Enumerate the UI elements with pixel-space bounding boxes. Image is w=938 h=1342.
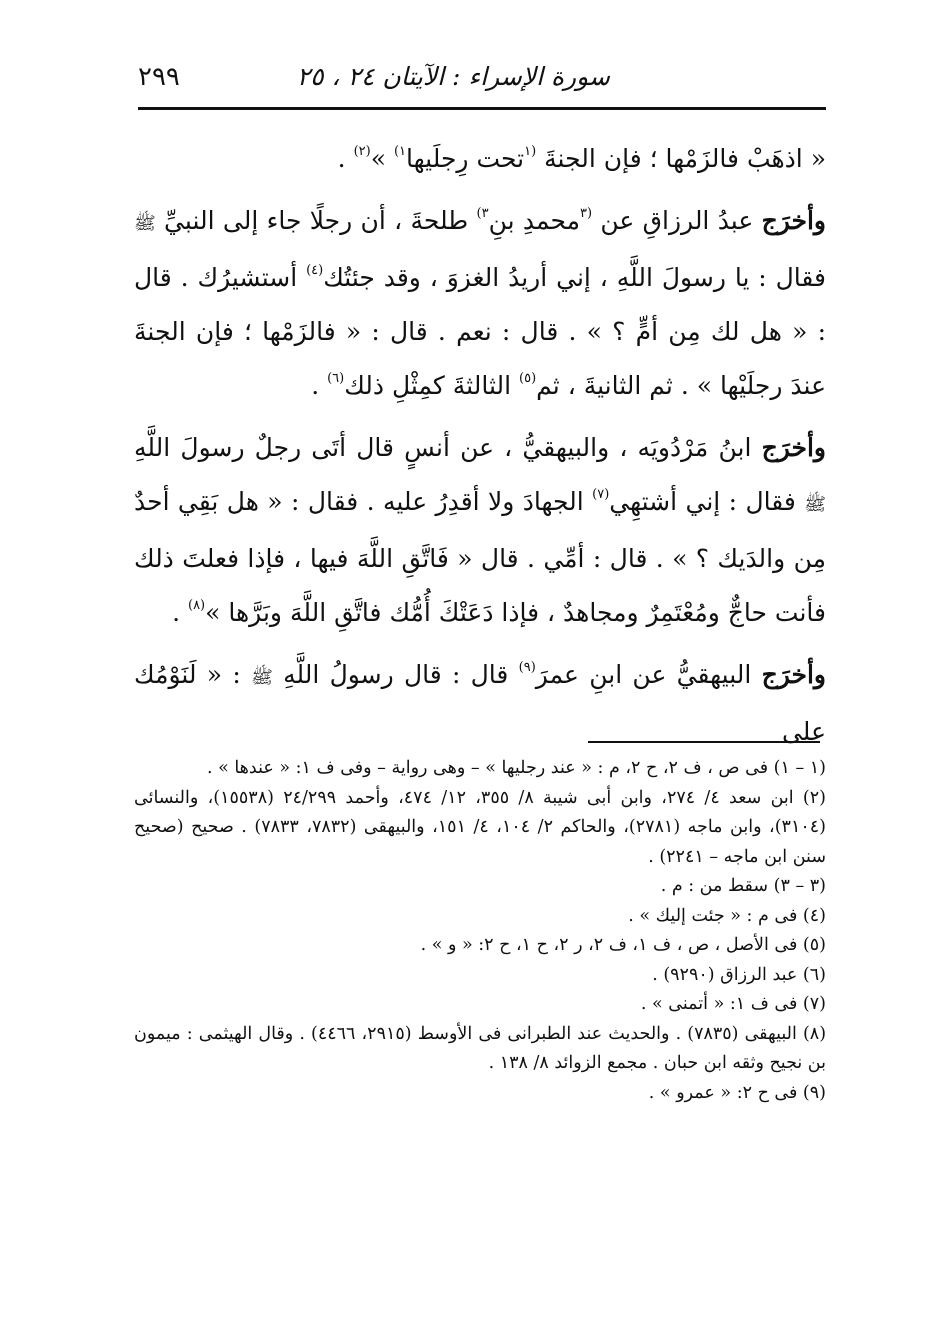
footnote-marker: (٩) [518,660,536,675]
text-run: البيهقيُّ عن ابنِ عمرَ [535,660,762,689]
honorific-ligature: ﷺ [804,494,826,515]
text-run: طلحةَ ، أن رجلًا جاء إلى النبيِّ [155,206,477,235]
footnote-marker: (٢) [353,144,371,159]
text-run: أستشيرُك . قال : « هل لك مِن أمٍّ ؟ » . قال : نعم . قال : « فالزَمْها ؛ فإن الجنةَ عندَ رجلَيْها » . ثم الثانيةَ ، ثم [134,263,826,400]
footnote-marker: (٣ [579,206,593,221]
main-text [134,132,826,767]
paragraph-3 [134,421,826,640]
paragraph-lead-word: وأخرَج [761,206,826,235]
text-run: عبدُ الرزاقِ عن [592,206,762,235]
text-run: « اذهَبْ فالزَمْها ؛ فإن الجنةَ [536,144,826,173]
paragraph-lead-word: وأخرَج [761,433,826,462]
text-run: . [337,144,354,173]
page-header [138,58,824,106]
text-run: . [172,598,188,627]
footnote-2: (٢) ابن سعد ٤/ ٢٧٤، وابن أبى شيبة ٨/ ٣٥٥، ١٢/ ٤٧٤، وأحمد ٢٤/٢٩٩ (١٥٥٣٨)، والنسائى (٣١٠٤)، وابن ماجه (٢٧٨١)، والحاكم ٢/ ١٠٤، ٤/ ١٥١، والبيهقى (٧٨٣٢، ٧٨٣٣) . صحيح (صحيح سنن ابن ماجه – ٢٢٤١) . [134,787,826,867]
honorific-ligature: ﷺ [134,213,156,234]
paragraph-lead-word: وأخرَج [761,660,826,689]
footnote-4: (٤) فى م : « جئت إليك » . [628,905,826,926]
honorific-ligature: ﷺ [251,667,273,688]
footnote-9: (٩) فى ح ٢: « عمرو » . [648,1082,826,1103]
page-number: ٢٩٩ [138,62,180,92]
footnote-marker: (٦) [327,371,345,386]
text-run: الجهادَ ولا أقدِرُ عليه . فقال : « هل بَقِي أحدٌ مِن والدَيك ؟ » . قال : أمِّي . قال « فَاتَّقِ اللَّهَ فيها ، فإذا فعلتَ ذلك فأنت حاجٌّ ومُعْتَمِرٌ ومجاهدٌ ، فإذا دَعَتْكَ أُمُّك فاتَّقِ اللَّهَ وبَرَّها » [134,487,826,627]
footnote-3: (٣ – ٣) سقط من : م . [660,876,826,896]
text-run: الثالثةَ كمِثْلِ ذلك [344,371,520,400]
running-title: سورة الإسراء : الآيتان ٢٤ ، ٢٥ [296,62,610,91]
paragraph-2 [134,194,826,413]
text-run: ابنُ مَرْدُويَه ، والبيهقيُّ ، عن أنسٍ قال أتَى رجلٌ رسولَ اللَّهِ [134,433,762,462]
footnote-8: (٨) البيهقى (٧٨٣٥) . والحديث عند الطبرانى فى الأوسط (٢٩١٥، ٤٤٦٦) . وقال الهيثمى : ميمون بن نجيح وثقه ابن حبان . مجمع الزوائد ٨/ ١٣٨ . [134,1023,827,1073]
text-run: : « لَنَوْمُك على [134,660,826,746]
footnote-marker: (١ [524,144,537,159]
footnote-marker: ٣) [476,206,489,221]
text-run: تحت رِجلَيها [406,144,525,173]
footnote-marker: (٤) [306,263,324,278]
text-run: » [370,144,394,173]
text-run: فقال : يا رسولَ اللَّهِ ، إني أريدُ الغزوَ ، وقد جئتُك [323,263,827,292]
footnote-7: (٧) فى ف ١: « أتمنى » . [640,994,826,1014]
footnote-separator [588,741,820,743]
footnotes [134,754,826,1108]
footnote-6: (٦) عبد الرزاق (٩٢٩٠) . [652,964,826,985]
footnote-5: (٥) فى الأصل ، ص ، ف ١، ف ٢، ر ٢، ح ١، ح ٢: « و » . [420,935,826,955]
footnote-marker: ١) [393,144,407,159]
text-run: فقال : إني أشتهِي [609,487,805,516]
footnote-marker: (٥) [519,371,537,386]
paragraph-1 [134,132,826,186]
footnote-marker: (٧) [592,487,610,502]
text-run: محمدِ بنِ [488,206,580,235]
text-run: . [311,371,328,400]
text-run: قال : قال رسولُ اللَّهِ [272,660,519,689]
header-rule [138,107,826,110]
footnote-1: (١ – ١) فى ص ، ف ٢، ح ٢، م : « عند رجليها » – وهى رواية – وفى ف ١: « عندها » . [206,758,826,778]
footnote-marker: (٨) [187,598,206,613]
